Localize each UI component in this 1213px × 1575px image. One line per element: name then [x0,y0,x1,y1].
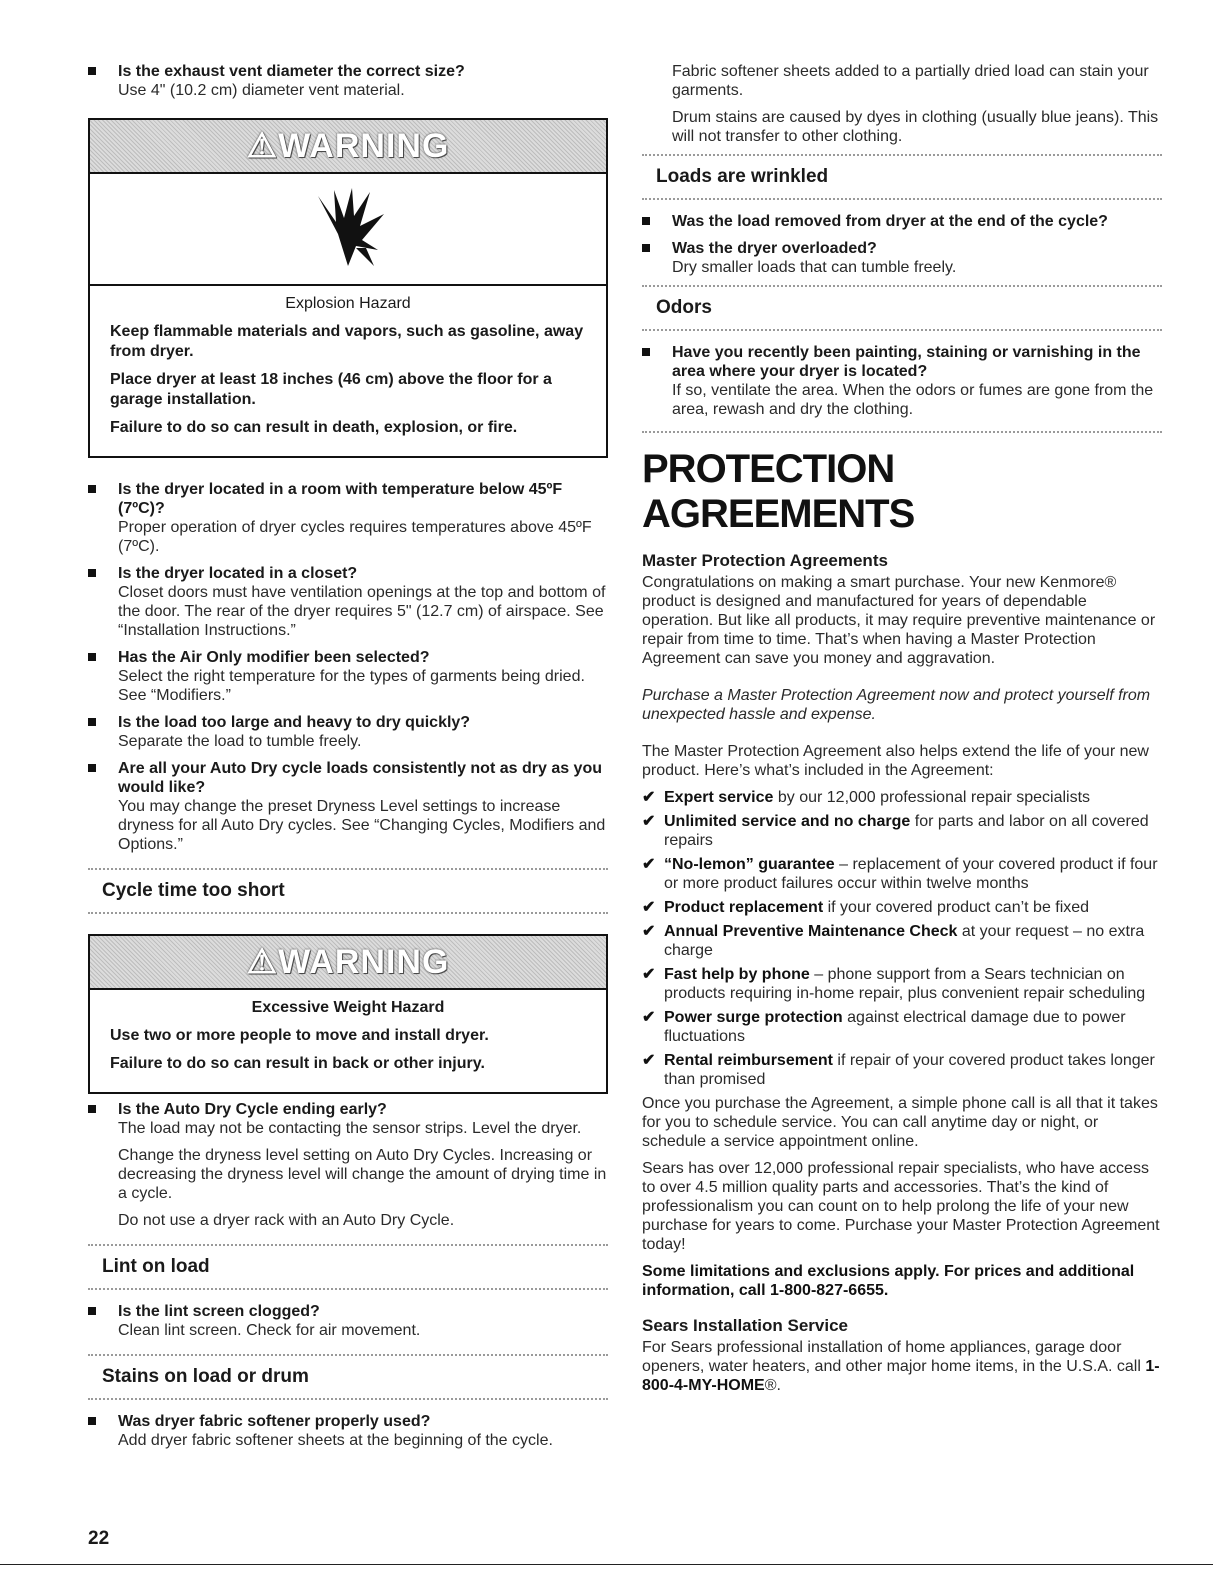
question-answer: Closet doors must have ventilation openings at the top and bottom of the door. The rear of the dryer requires 5" (12.7 cm) of airspace. See “Installation Instructions.” [118,584,606,639]
question-overloaded [642,239,1162,277]
right-column [642,62,1162,1403]
question-title: Has the Air Only modifier been selected? [118,649,430,666]
bullet-icon [88,653,96,661]
question-title: Is the exhaust vent diameter the correct size? [118,63,465,80]
warning-header [90,120,606,174]
question-answer: The load may not be contacting the sensor strips. Level the dryer. [118,1120,582,1137]
warning-label: ⚠WARNING [246,943,450,981]
benefits-list [642,788,1162,1089]
benefit-title: Product replacement [664,899,824,916]
benefit-title: Rental reimbursement [664,1052,833,1069]
left-column [88,62,608,1458]
checkmark-icon: ✔ [642,1052,656,1069]
checkmark-icon: ✔ [642,923,656,940]
paragraph: Sears has over 12,000 professional repair specialists, who have access to over 4.5 million quality parts and accessories. That’s the kind of professionalism you can count on to help prolong the life of your new purchase for years to come. Purchase your Master Protection Agreement today! [642,1160,1160,1253]
checkmark-icon: ✔ [642,899,656,916]
warning-text: Keep flammable materials and vapors, such as gasoline, away from dryer. [110,323,584,360]
footer-rule [0,1564,1213,1565]
benefit-item [642,812,1162,850]
section-heading-cycle-time: Cycle time too short [88,868,608,914]
benefit-title: Power surge protection [664,1009,843,1026]
bullet-icon [642,217,650,225]
benefit-title: Fast help by phone [664,966,810,983]
warning-text: Place dryer at least 18 inches (46 cm) above the floor for a garage installation. [110,371,552,408]
benefit-item [642,855,1162,893]
warning-title: Excessive Weight Hazard [251,999,445,1016]
question-title: Is the dryer located in a closet? [118,565,358,582]
italic-paragraph: Purchase a Master Protection Agreement now and protect yourself from unexpected hassle and expense. [642,687,1151,723]
question-answer: Use 4" (10.2 cm) diameter vent material. [118,82,405,99]
paragraph: The Master Protection Agreement also helps extend the life of your new product. Here’s what’s included in the Agreement: [642,743,1149,779]
benefit-text: – replacement of your covered product if four or more product failures occur within twelve months [664,856,1158,892]
paragraph: Do not use a dryer rack with an Auto Dry Cycle. [118,1212,455,1229]
question-load-size [88,713,608,751]
question-title: Are all your Auto Dry cycle loads consistently not as dry as you would like? [118,760,602,796]
question-answer: Clean lint screen. Check for air movement. [118,1322,421,1339]
benefit-title: Expert service [664,789,774,806]
question-removed [642,212,1162,231]
bullet-icon [88,485,96,493]
question-title: Is the Auto Dry Cycle ending early? [118,1101,387,1118]
checkmark-icon: ✔ [642,966,656,983]
warning-box-explosion [88,118,608,458]
bullet-icon [642,348,650,356]
section-heading-lint: Lint on load [88,1244,608,1290]
question-painting [642,343,1162,419]
question-title: Is the dryer located in a room with temperature below 45ºF (7ºC)? [118,481,563,517]
question-answer: If so, ventilate the area. When the odors or fumes are gone from the area, rewash and dry the clothing. [672,382,1154,418]
question-auto-dry [88,759,608,854]
question-closet [88,564,608,640]
bullet-icon [88,764,96,772]
warning-title: Explosion Hazard [285,295,411,312]
benefit-item [642,898,1162,917]
benefit-item [642,922,1162,960]
checkmark-icon: ✔ [642,1009,656,1026]
paragraph: Fabric softener sheets added to a partially dried load can stain your garments. [672,63,1149,99]
paragraph: Change the dryness level setting on Auto Dry Cycles. Increasing or decreasing the dryness level will change the amount of drying time in a cycle. [118,1147,607,1202]
warning-box-weight [88,934,608,1094]
benefit-text: at your request – no extra charge [664,923,1145,959]
warning-text: Use two or more people to move and install dryer. [110,1027,489,1044]
registered-mark: ®. [764,1377,781,1394]
question-title: Was dryer fabric softener properly used? [118,1413,431,1430]
installation-text: For Sears professional installation of home appliances, garage door openers, water heaters, and other major home items, in the U.S.A. call [642,1339,1146,1375]
question-title: Was the dryer overloaded? [672,240,877,257]
question-answer: Proper operation of dryer cycles requires temperatures above 45ºF (7ºC). [118,519,592,555]
paragraph: Drum stains are caused by dyes in clothing (usually blue jeans). This will not transfer to other clothing. [672,109,1159,145]
benefit-item [642,965,1162,1003]
warning-header [90,936,606,990]
warning-text: Failure to do so can result in death, explosion, or fire. [110,419,518,436]
divider [642,431,1162,433]
question-lint-screen [88,1302,608,1340]
limitations-notice: Some limitations and exclusions apply. For prices and additional information, call 1-800-827-6655. [642,1263,1135,1299]
checkmark-icon: ✔ [642,813,656,830]
benefit-item [642,1051,1162,1089]
question-title: Have you recently been painting, staining or varnishing in the area where your dryer is located? [672,344,1141,380]
benefit-item [642,788,1162,807]
installation-paragraph [642,1338,1162,1395]
benefit-title: Annual Preventive Maintenance Check [664,923,958,940]
explosion-icon [90,174,606,286]
page-number: 22 [88,1528,110,1549]
checkmark-icon: ✔ [642,789,656,806]
question-title: Was the load removed from dryer at the end of the cycle? [672,213,1108,230]
bullet-icon [88,718,96,726]
subheading-master-protection: Master Protection Agreements [642,551,888,570]
bullet-icon [88,1417,96,1425]
section-heading-stains: Stains on load or drum [88,1354,608,1400]
benefit-text: for parts and labor on all covered repairs [664,813,1149,849]
warning-body [90,286,606,456]
bullet-icon [642,244,650,252]
section-heading-wrinkled: Loads are wrinkled [642,154,1162,200]
subheading-installation: Sears Installation Service [642,1316,848,1335]
paragraph: Once you purchase the Agreement, a simple phone call is all that it takes for you to schedule service. You can call anytime day or night, or schedule a service appointment online. [642,1095,1158,1150]
paragraph: Congratulations on making a smart purchase. Your new Kenmore® product is designed and manufactured for years of dependable operation. But like all products, it may require preventive maintenance or repair from time to time. That’s when having a Master Protection Agreement can save you money and aggravation. [642,574,1156,667]
question-answer: You may change the preset Dryness Level settings to increase dryness for all Auto Dry cycles. See “Changing Cycles, Modifiers and Options.” [118,798,606,853]
bullet-icon [88,67,96,75]
question-title: Is the load too large and heavy to dry quickly? [118,714,471,731]
question-vent [88,62,608,100]
section-heading-odors: Odors [642,285,1162,331]
benefit-title: Unlimited service and no charge [664,813,911,830]
bullet-icon [88,569,96,577]
question-temperature [88,480,608,556]
benefit-text: by our 12,000 professional repair specialists [773,789,1091,806]
warning-text: Failure to do so can result in back or other injury. [110,1055,485,1072]
benefit-text: – phone support from a Sears technician on products requiring in-home repair, plus convenient repair scheduling [664,966,1146,1002]
benefit-title: “No-lemon” guarantee [664,856,835,873]
warning-label: ⚠WARNING [246,127,450,165]
question-softener [88,1412,608,1450]
question-title: Is the lint screen clogged? [118,1303,320,1320]
question-answer: Add dryer fabric softener sheets at the beginning of the cycle. [118,1432,553,1449]
warning-body [90,990,606,1092]
question-answer: Separate the load to tumble freely. [118,733,362,750]
page-heading: PROTECTION AGREEMENTS [642,447,915,536]
checkmark-icon: ✔ [642,856,656,873]
benefit-text: against electrical damage due to power fluctuations [664,1009,1126,1045]
question-ending-early [88,1100,608,1138]
installation-phone: 1-800-4-MY-HOME [642,1358,1160,1394]
benefit-text: if your covered product can’t be fixed [823,899,1090,916]
question-answer: Select the right temperature for the types of garments being dried. See “Modifiers.” [118,668,585,704]
bullet-icon [88,1307,96,1315]
bullet-icon [88,1105,96,1113]
question-air-only [88,648,608,705]
question-answer: Dry smaller loads that can tumble freely. [672,259,957,276]
benefit-item [642,1008,1162,1046]
benefit-text: if repair of your covered product takes longer than promised [664,1052,1155,1088]
